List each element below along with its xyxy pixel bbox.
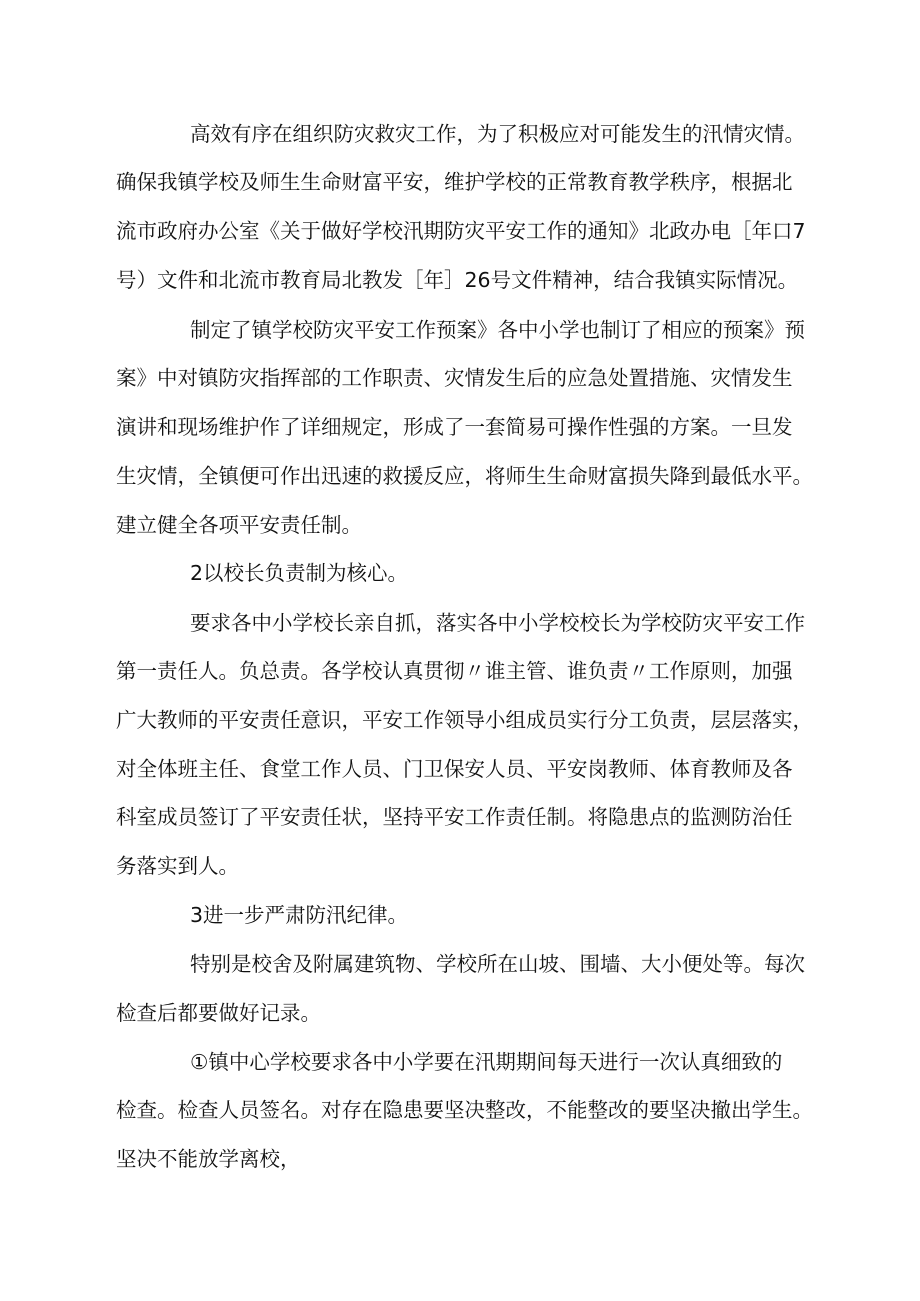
section-heading: 2以校长负责制为核心。 bbox=[190, 561, 409, 585]
text-line: 生灾情，全镇便可作出迅速的救援反应，将师生生命财富损失降到最低水平。 bbox=[116, 464, 813, 488]
text-line: 号）文件和北流市教育局北教发［年］26号文件精神，结合我镇实际情况。 bbox=[116, 268, 799, 292]
text-line: 科室成员签订了平安责任状，坚持平安工作责任制。将隐患点的监测防治任 bbox=[116, 805, 793, 829]
text-line: 演讲和现场维护作了详细规定，形成了一套简易可操作性强的方案。一旦发 bbox=[116, 415, 793, 439]
text-line: ①镇中心学校要求各中小学要在汛期期间每天进行一次认真细致的 bbox=[190, 1050, 783, 1074]
text-line: 对全体班主任、食堂工作人员、门卫保安人员、平安岗教师、体育教师及各 bbox=[116, 757, 793, 781]
text-line: 检查后都要做好记录。 bbox=[116, 1001, 321, 1025]
section-heading: 3进一步严肃防汛纪律。 bbox=[190, 903, 409, 927]
text-line: 检查。检查人员签名。对存在隐患要坚决整改，不能整改的要坚决撤出学生。 bbox=[116, 1098, 813, 1122]
text-line: 坚决不能放学离校， bbox=[116, 1147, 301, 1171]
text-line: 案》中对镇防灾指挥部的工作职责、灾情发生后的应急处置措施、灾情发生 bbox=[116, 366, 793, 390]
text-line: 确保我镇学校及师生生命财富平安，维护学校的正常教育教学秩序，根据北 bbox=[116, 170, 793, 194]
text-line: 高效有序在组织防灾救灾工作，为了积极应对可能发生的汛情灾情。 bbox=[190, 122, 805, 146]
text-line: 流市政府办公室《关于做好学校汛期防灾平安工作的通知》北政办电［年口7 bbox=[116, 219, 806, 243]
text-line: 第一责任人。负总责。各学校认真贯彻〃谁主管、谁负责〃工作原则，加强 bbox=[116, 659, 793, 683]
text-line: 务落实到人。 bbox=[116, 854, 239, 878]
text-line: 特别是校舍及附属建筑物、学校所在山坡、围墙、大小便处等。每次 bbox=[190, 952, 805, 976]
text-line: 制定了镇学校防灾平安工作预案》各中小学也制订了相应的预案》预 bbox=[190, 318, 805, 342]
text-line: 要求各中小学校长亲自抓，落实各中小学校校长为学校防灾平安工作 bbox=[190, 611, 805, 635]
text-line: 建立健全各项平安责任制。 bbox=[116, 513, 362, 537]
text-line: 广大教师的平安责任意识，平安工作领导小组成员实行分工负责，层层落实， bbox=[116, 708, 813, 732]
